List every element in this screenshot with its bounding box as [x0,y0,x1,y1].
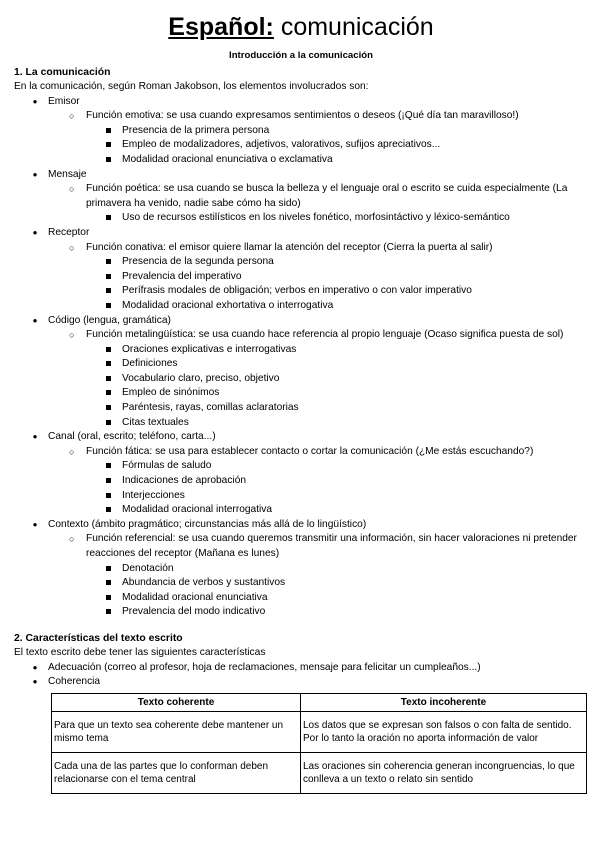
feature-item [14,401,588,416]
square-bullet-icon [106,142,111,147]
function-item [14,241,588,314]
table-header-row [52,693,587,711]
function-list [48,445,588,518]
document [14,10,588,794]
feature-list [86,343,588,431]
feature-text: Modalidad oracional enunciativa [122,591,268,603]
element-label: Mensaje [48,168,87,180]
element-label: Canal (oral, escrito; teléfono, carta...) [48,431,216,443]
square-bullet-icon [106,609,111,614]
square-bullet-icon [106,376,111,381]
title-bold: Español: [168,13,274,41]
feature-text: Modalidad oracional interrogativa [122,504,273,516]
table-cell: Cada una de las partes que lo conforman deben relacionarse con el tema central [52,752,301,793]
feature-item [14,576,588,591]
feature-text: Vocabulario claro, preciso, objetivo [122,372,280,384]
table-row [52,711,587,752]
function-text: Función fática: se usa para establecer contacto o cortar la comunicación (¿Me estás escuchando?) [86,445,534,457]
section2-intro: El texto escrito debe tener las siguientes características [14,646,266,658]
feature-item [14,372,588,387]
square-bullet-icon [106,420,111,425]
elements-list [14,95,588,620]
feature-item [14,343,588,358]
bullet-icon: ● [32,96,38,106]
square-bullet-icon [106,274,111,279]
feature-item [14,416,588,431]
feature-list [86,459,588,517]
feature-text: Modalidad oracional enunciativa o exclamativa [122,153,333,165]
square-bullet-icon [106,215,111,220]
function-text: Función metalingüística: se usa cuando hace referencia al propio lenguaje (Ocaso significa puesta de sol) [86,329,564,341]
feature-item [14,474,588,489]
feature-text: Empleo de sinónimos [122,387,220,399]
feature-list [86,211,588,226]
feature-text: Modalidad oracional exhortativa o interrogativa [122,299,334,311]
characteristics-list [14,661,588,690]
function-text: Función referencial: se usa cuando queremos transmitir una información, sin hacer valoraciones ni pretender reacciones del receptor (Mañana es lunes) [86,533,577,559]
list-item: ● Adecuación (correo al profesor, hoja de reclamaciones, mensaje para felicitar un cumpleaños...) [14,661,588,676]
section1-heading: 1. La comunicación [14,67,111,78]
square-bullet-icon [106,361,111,366]
bullet-icon: ● [32,519,38,529]
bullet-icon: ● [32,227,38,237]
square-bullet-icon [106,478,111,483]
function-item [14,182,588,226]
feature-text: Citas textuales [122,416,189,428]
element-label: Emisor [48,95,80,107]
feature-text: Indicaciones de aprobación [122,475,247,487]
circle-bullet-icon: ○ [69,534,75,545]
table-cell: Para que un texto sea coherente debe mantener un mismo tema [52,711,301,752]
square-bullet-icon [106,566,111,571]
list-item: ● Coherencia [14,675,588,690]
square-bullet-icon [106,580,111,585]
feature-item [14,124,588,139]
circle-bullet-icon: ○ [69,330,75,341]
feature-text: Definiciones [122,358,178,370]
feature-item [14,153,588,168]
circle-bullet-icon: ○ [69,242,75,253]
page-title [14,10,588,44]
function-list [48,328,588,430]
title-rest: comunicación [273,13,434,41]
feature-text: Perífrasis modales de obligación; verbos en imperativo o con valor imperativo [122,285,472,297]
square-bullet-icon [106,493,111,498]
square-bullet-icon [106,595,111,600]
square-bullet-icon [106,347,111,352]
feature-item [14,357,588,372]
element-label: Contexto (ámbito pragmático; circunstancias más allá de lo lingüístico) [48,518,367,530]
bullet-icon: ● [32,169,38,179]
feature-list [86,255,588,313]
circle-bullet-icon: ○ [69,446,75,457]
function-list [48,182,588,226]
function-item [14,445,588,518]
feature-text: Empleo de modalizadores, adjetivos, valorativos, sufijos apreciativos... [122,139,441,151]
feature-item [14,284,588,299]
bullet-icon: ● [32,677,38,687]
square-bullet-icon [106,259,111,264]
feature-item [14,605,588,620]
circle-bullet-icon: ○ [69,111,75,122]
square-bullet-icon [106,303,111,308]
function-list [48,109,588,167]
feature-item [14,591,588,606]
element-item [14,430,588,518]
feature-text: Abundancia de verbos y sustantivos [122,577,286,589]
function-item [14,532,588,620]
element-item [14,518,588,620]
feature-list [86,562,588,620]
function-list [48,532,588,620]
square-bullet-icon [106,405,111,410]
element-label: Código (lengua, gramática) [48,314,171,326]
feature-item [14,503,588,518]
feature-item [14,270,588,285]
element-item [14,226,588,314]
page-subtitle: Introducción a la comunicación [229,50,373,61]
feature-item [14,386,588,401]
bullet-icon: ● [32,662,38,672]
feature-item [14,489,588,504]
table-header: Texto incoherente [301,693,587,711]
feature-text: Fórmulas de saludo [122,460,212,472]
function-text: Función poética: se usa cuando se busca la belleza y el lenguaje oral o escrito se cuida especialmente (La primavera ha venido, nadie sabe cómo ha sido) [86,183,568,209]
square-bullet-icon [106,390,111,395]
feature-text: Presencia de la segunda persona [122,256,274,268]
element-item [14,95,588,168]
feature-text: Paréntesis, rayas, comillas aclaratorias [122,402,299,414]
feature-text: Interjecciones [122,489,185,501]
function-list [48,241,588,314]
feature-item [14,459,588,474]
square-bullet-icon [106,128,111,133]
square-bullet-icon [106,507,111,512]
square-bullet-icon [106,463,111,468]
feature-text: Denotación [122,562,174,574]
coherence-table [51,693,587,794]
bullet-icon: ● [32,315,38,325]
element-item [14,314,588,431]
function-text: Función emotiva: se usa cuando expresamos sentimientos o deseos (¡Qué día tan maravilloso!) [86,110,519,122]
bullet-icon: ● [32,432,38,442]
feature-text: Prevalencia del imperativo [122,270,242,282]
feature-text: Presencia de la primera persona [122,124,270,136]
table-header: Texto coherente [52,693,301,711]
section2-heading: 2. Características del texto escrito [14,632,183,644]
feature-item [14,562,588,577]
feature-item [14,255,588,270]
square-bullet-icon [106,288,111,293]
square-bullet-icon [106,157,111,162]
feature-item [14,138,588,153]
feature-text: Uso de recursos estilísticos en los niveles fonético, morfosintáctivo y léxico-semántico [122,212,510,224]
feature-text: Prevalencia del modo indicativo [122,606,266,618]
feature-item [14,299,588,314]
function-item [14,328,588,430]
table-cell: Los datos que se expresan son falsos o con falta de sentido. Por lo tanto la oración no aporta información de valor [301,711,587,752]
table-cell: Las oraciones sin coherencia generan incongruencias, lo que conlleva a un texto o relato sin sentido [301,752,587,793]
function-text: Función conativa: el emisor quiere llamar la atención del receptor (Cierra la puerta al salir) [86,241,493,253]
circle-bullet-icon: ○ [69,184,75,195]
function-item [14,109,588,167]
feature-list [86,124,588,168]
feature-item [14,211,588,226]
section1-intro: En la comunicación, según Roman Jakobson, los elementos involucrados son: [14,81,369,92]
element-label: Receptor [48,226,90,238]
element-item [14,168,588,226]
table-row [52,752,587,793]
feature-text: Oraciones explicativas e interrogativas [122,343,297,355]
